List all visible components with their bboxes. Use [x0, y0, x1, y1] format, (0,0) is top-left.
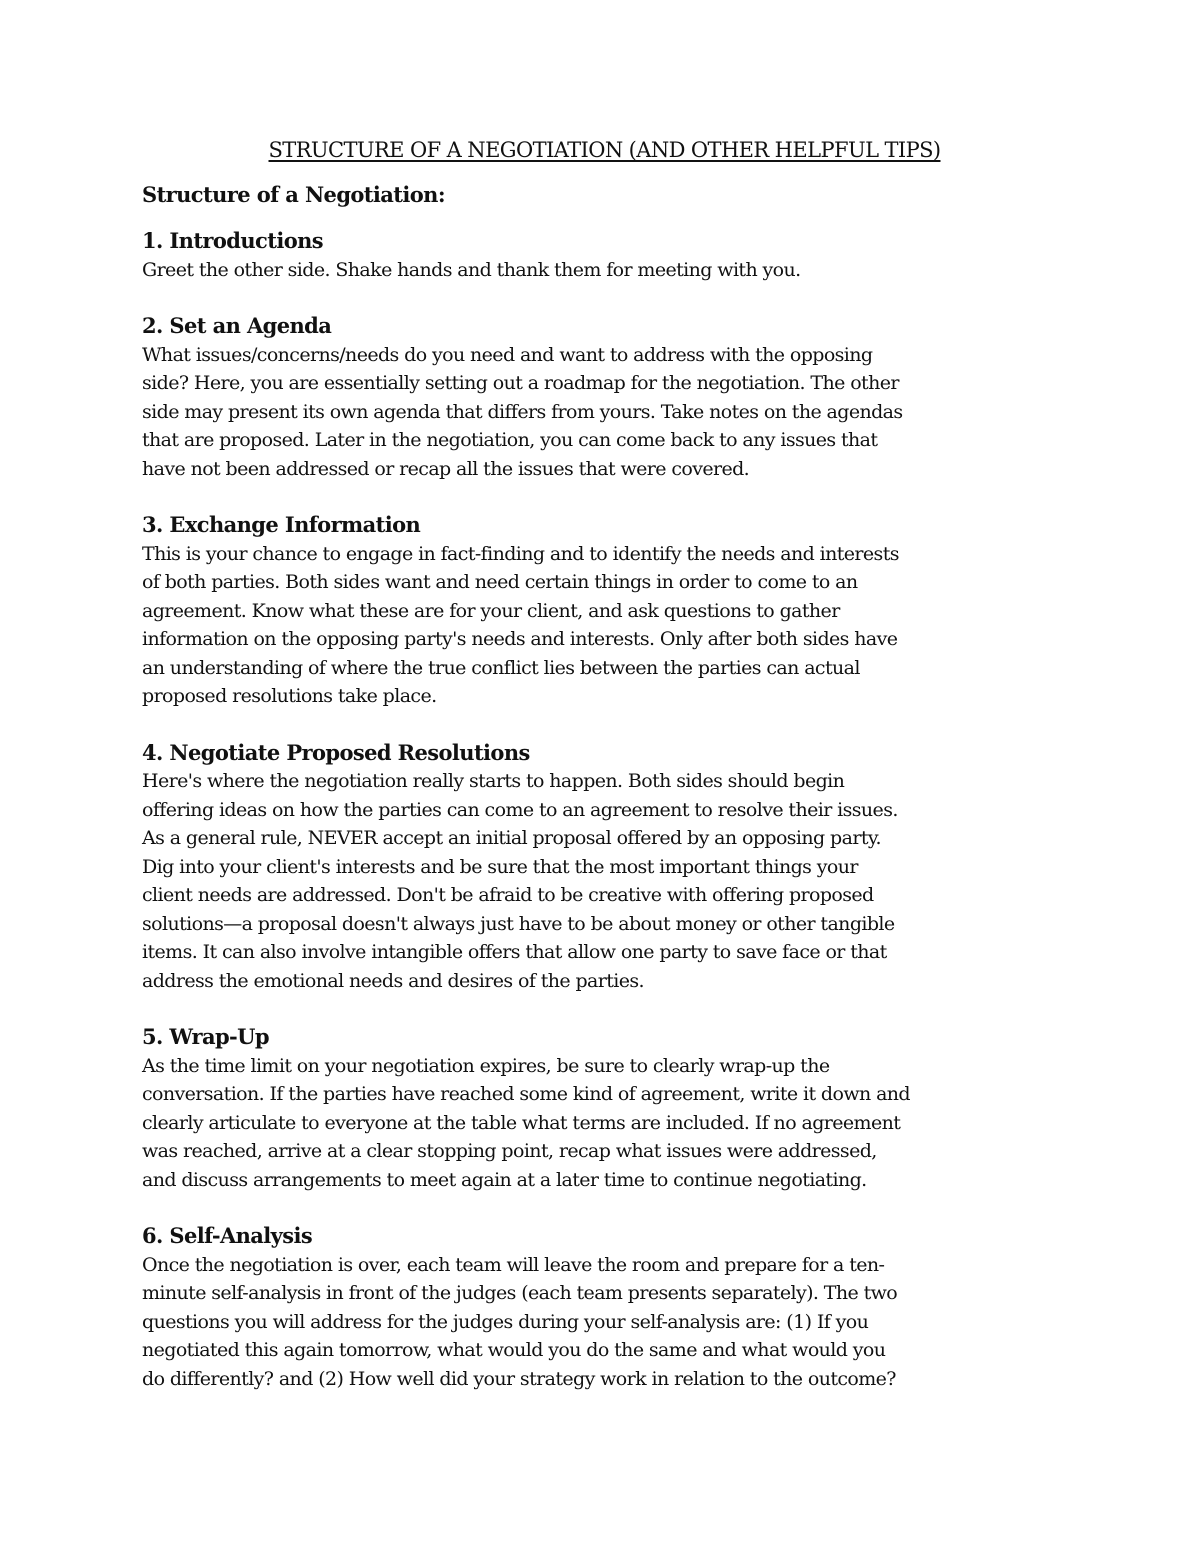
section-6 — [142, 1222, 1067, 1393]
body-line: As a general rule, NEVER accept an initial proposal offered by an opposing party. — [142, 827, 881, 849]
body-line: side? Here, you are essentially setting out a roadmap for the negotiation. The other — [142, 372, 899, 394]
section-heading: 6. Self-Analysis — [142, 1223, 313, 1248]
body-line: offering ideas on how the parties can come to an agreement to resolve their issues. — [142, 798, 898, 821]
body-line: an understanding of where the true conflict lies between the parties can actual — [142, 656, 860, 679]
sections-container — [142, 227, 1067, 1393]
body-line: negotiated this again tomorrow, what would you do the same and what would you — [142, 1339, 886, 1361]
section-body — [142, 540, 1067, 711]
body-line: What issues/concerns/needs do you need and want to address with the opposing — [142, 343, 873, 366]
body-line: and discuss arrangements to meet again at a later time to continue negotiating. — [142, 1168, 867, 1191]
document-page — [142, 138, 1067, 1421]
document-subtitle: Structure of a Negotiation: — [142, 182, 445, 207]
body-line: Greet the other side. Shake hands and thank them for meeting with you. — [142, 258, 801, 281]
body-line: side may present its own agenda that differs from yours. Take notes on the agendas — [142, 400, 903, 423]
section-1 — [142, 227, 1067, 284]
body-line: that are proposed. Later in the negotiation, you can come back to any issues that — [142, 429, 878, 451]
body-line: Here's where the negotiation really starts to happen. Both sides should begin — [142, 770, 845, 792]
section-3 — [142, 511, 1067, 711]
body-line: information on the opposing party's needs and interests. Only after both sides have — [142, 628, 898, 650]
body-line: solutions—a proposal doesn't always just have to be about money or other tangible — [142, 912, 895, 935]
body-line: client needs are addressed. Don't be afraid to be creative with offering proposed — [142, 884, 874, 906]
section-heading: 5. Wrap-Up — [142, 1024, 269, 1049]
body-line: Once the negotiation is over, each team will leave the room and prepare for a ten- — [142, 1253, 885, 1276]
section-body — [142, 1052, 1067, 1195]
body-line: of both parties. Both sides want and need certain things in order to come to an — [142, 571, 858, 593]
document-title: STRUCTURE OF A NEGOTIATION (AND OTHER HELPFUL TIPS) — [268, 138, 941, 162]
body-line: proposed resolutions take place. — [142, 685, 437, 707]
section-heading: 1. Introductions — [142, 228, 324, 253]
body-line: items. It can also involve intangible offers that allow one party to save face or that — [142, 941, 887, 963]
body-line: clearly articulate to everyone at the table what terms are included. If no agreement — [142, 1111, 901, 1134]
section-body — [142, 1251, 1067, 1394]
section-2 — [142, 312, 1067, 483]
body-line: conversation. If the parties have reached some kind of agreement, write it down and — [142, 1083, 910, 1105]
body-line: do differently? and (2) How well did your strategy work in relation to the outcome? — [142, 1367, 896, 1390]
body-line: As the time limit on your negotiation expires, be sure to clearly wrap-up the — [142, 1054, 830, 1077]
body-line: have not been addressed or recap all the issues that were covered. — [142, 457, 750, 480]
body-line: Dig into your client's interests and be sure that the most important things your — [142, 855, 858, 878]
section-body — [142, 256, 1067, 285]
body-line: minute self-analysis in front of the judges (each team presents separately). The two — [142, 1282, 898, 1304]
body-line: questions you will address for the judges during your self-analysis are: (1) If you — [142, 1310, 869, 1333]
body-line: was reached, arrive at a clear stopping point, recap what issues were addressed, — [142, 1140, 877, 1162]
body-line: This is your chance to engage in fact-finding and to identify the needs and interests — [142, 542, 899, 565]
section-4 — [142, 739, 1067, 996]
section-heading: 3. Exchange Information — [142, 512, 421, 537]
section-5 — [142, 1023, 1067, 1194]
section-body — [142, 767, 1067, 995]
body-line: agreement. Know what these are for your client, and ask questions to gather — [142, 599, 840, 622]
section-body — [142, 341, 1067, 484]
section-heading: 4. Negotiate Proposed Resolutions — [142, 739, 530, 765]
section-heading: 2. Set an Agenda — [142, 313, 332, 338]
body-line: address the emotional needs and desires of the parties. — [142, 969, 644, 992]
